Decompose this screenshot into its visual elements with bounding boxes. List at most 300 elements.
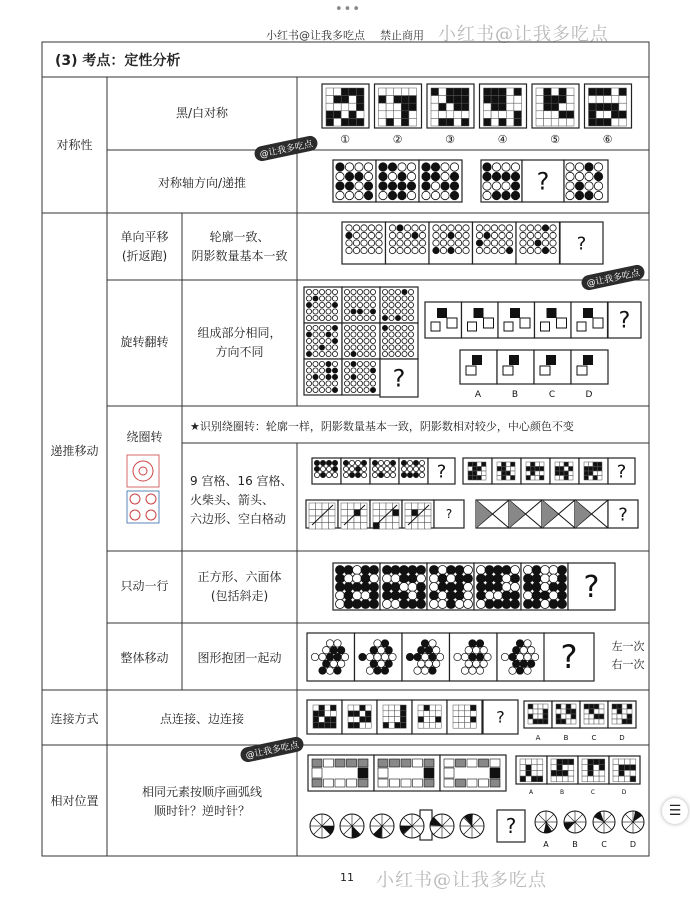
grid-cell (617, 714, 622, 719)
grid-dot (575, 182, 583, 190)
grid-cell (365, 722, 371, 728)
grid-dot (408, 566, 417, 575)
grid-dot (476, 240, 482, 246)
grid-dot (306, 332, 311, 337)
hex-dot (425, 647, 432, 654)
grid-cell (526, 776, 532, 782)
grid-cell (569, 476, 574, 481)
grid-dot (357, 325, 362, 330)
hex-dot (326, 640, 333, 647)
ring-cell (467, 759, 477, 767)
grid-dot (431, 191, 439, 199)
grid-cell (326, 103, 334, 111)
grid-cell (598, 462, 603, 467)
hex-dot (334, 667, 341, 674)
grid-dot (376, 247, 382, 253)
grid-cell (562, 765, 568, 771)
grid-cell (582, 759, 588, 765)
grid-dot (332, 338, 337, 343)
grid-cell (473, 462, 478, 467)
grid-dot (400, 600, 409, 609)
row-whole-desc: 图形抱团一起动 (197, 651, 282, 665)
grid-cell (593, 776, 599, 782)
grid-cell (589, 719, 594, 724)
grid-dot (382, 332, 387, 337)
grid-dot (395, 332, 400, 337)
grid-cell (555, 471, 560, 476)
grid-cell (566, 96, 574, 104)
grid-dot (364, 191, 372, 199)
grid-dot (389, 351, 394, 356)
hex-dot (359, 653, 366, 660)
grid-cell (395, 717, 401, 723)
grid-cell (627, 709, 632, 714)
grid-dot (433, 240, 439, 246)
grid-cell (526, 467, 531, 472)
grid-cell (564, 471, 569, 476)
grid-dot (464, 574, 473, 583)
grid-dot (483, 172, 491, 180)
grid-dot (344, 325, 349, 330)
grid-dot (492, 182, 500, 190)
grid-cell (613, 765, 619, 771)
grid-dot (511, 574, 520, 583)
grid-dot (320, 472, 325, 477)
grid-dot (485, 574, 494, 583)
ring-cell (490, 759, 500, 767)
grid-dot (395, 351, 400, 356)
grid-cell (531, 476, 536, 481)
grid-dot (357, 368, 362, 373)
grid-dot (364, 163, 372, 171)
shape-block (520, 318, 530, 328)
grid-dot (407, 472, 412, 477)
grid-cell (356, 103, 364, 111)
grid-cell (491, 96, 499, 104)
grid-dot (313, 332, 318, 337)
grid-cell (470, 711, 476, 717)
grid-cell (473, 467, 478, 472)
hex-dot (528, 660, 535, 667)
grid-dot (326, 345, 331, 350)
hex-dot (520, 660, 527, 667)
grid-cell (439, 118, 447, 126)
grid-dot (524, 583, 533, 592)
grid-dot (477, 591, 486, 600)
grid-dot (506, 247, 512, 253)
grid-cell (535, 462, 540, 467)
grid-dot (494, 574, 503, 583)
hex-dot (326, 667, 333, 674)
grid-cell (506, 103, 514, 111)
grid-dot (332, 351, 337, 356)
grid-dot (408, 591, 417, 600)
grid-dot (400, 574, 409, 583)
grid-cell (566, 88, 574, 96)
hex-dot (338, 647, 345, 654)
grid-dot (332, 302, 337, 307)
grid-cell (383, 705, 389, 711)
grid-cell (630, 770, 636, 776)
grid-dot (326, 472, 331, 477)
shape-block (447, 318, 457, 328)
question-mark: ? (496, 707, 505, 727)
grid-dot (389, 225, 395, 231)
grid-dot (364, 325, 369, 330)
grid-cell (330, 711, 336, 717)
grid-cell (389, 717, 395, 723)
grid-dot (499, 240, 505, 246)
shape-block (484, 318, 494, 328)
grid-cell (373, 510, 380, 517)
grid-dot (502, 566, 511, 575)
grid-dot (336, 163, 344, 171)
grid-cell (594, 714, 599, 719)
grid-dot (332, 387, 337, 392)
grid-cell (543, 719, 548, 724)
hex-dot (513, 660, 520, 667)
grid-cell (556, 704, 561, 709)
hex-dot (323, 660, 330, 667)
grid-cell (569, 467, 574, 472)
grid-dot (506, 232, 512, 238)
hex-dot (414, 653, 421, 660)
grid-cell (348, 510, 355, 517)
grid-dot (413, 472, 418, 477)
grid-cell (354, 717, 360, 723)
grid-cell (584, 714, 589, 719)
row-around: 绕圈转 (126, 430, 163, 444)
grid-cell (394, 118, 402, 126)
grid-dot (382, 325, 387, 330)
grid-cell (622, 719, 627, 724)
ring-cell (358, 779, 368, 787)
hex-dot (421, 640, 428, 647)
grid-dot (524, 600, 533, 609)
grid-cell (514, 88, 522, 96)
grid-dot (343, 472, 348, 477)
grid-cell (604, 103, 612, 111)
grid-dot (400, 591, 409, 600)
grid-cell (484, 88, 492, 96)
grid-cell (341, 96, 349, 104)
grid-cell (380, 510, 387, 517)
grid-dot (370, 332, 375, 337)
grid-dot (542, 247, 548, 253)
grid-dot (485, 591, 494, 600)
grid-dot (357, 296, 362, 301)
grid-dot (306, 361, 311, 366)
grid-dot (395, 289, 400, 294)
grid-dot (455, 247, 461, 253)
grid-cell (360, 711, 366, 717)
grid-dot (332, 466, 337, 471)
grid-cell (551, 118, 559, 126)
grid-cell (604, 111, 612, 119)
grid-dot (326, 361, 331, 366)
grid-dot (549, 600, 558, 609)
grid-dot (382, 302, 387, 307)
grid-cell (544, 96, 552, 104)
grid-dot (541, 600, 550, 609)
grid-cell (619, 765, 625, 771)
grid-dot (364, 368, 369, 373)
grid-dot (351, 309, 356, 314)
grid-cell (329, 523, 336, 530)
ring-cell (390, 779, 400, 787)
grid-dot (408, 302, 413, 307)
grid-dot (491, 240, 497, 246)
grid-cell (309, 510, 316, 517)
grid-cell (589, 118, 597, 126)
ring-cell (378, 768, 388, 778)
grid-dot (344, 302, 349, 307)
grid-cell (544, 118, 552, 126)
ring-cell (413, 759, 423, 767)
grid-dot (364, 309, 369, 314)
grid-cell (533, 709, 538, 714)
grid-dot (346, 225, 352, 231)
grid-cell (599, 714, 604, 719)
grid-dot (407, 466, 412, 471)
grid-cell (528, 714, 533, 719)
grid-cell (393, 523, 400, 530)
grid-cell (588, 765, 594, 771)
hex-dot (429, 640, 436, 647)
question-mark: ? (536, 167, 550, 196)
grid-cell (394, 111, 402, 119)
grid-cell (309, 516, 316, 523)
grid-dot (383, 600, 392, 609)
grid-cell (309, 523, 316, 530)
grid-cell (584, 476, 589, 481)
grid-dot (535, 232, 541, 238)
grid-dot (306, 345, 311, 350)
grid-dot (326, 368, 331, 373)
grid-cell (502, 471, 507, 476)
grid-dot (408, 345, 413, 350)
grid-dot (550, 247, 556, 253)
grid-cell (589, 704, 594, 709)
grid-dot (430, 574, 439, 583)
grid-dot (450, 172, 458, 180)
grid-dot (455, 232, 461, 238)
row-connect: 点连接、边连接 (159, 712, 244, 726)
shape-block (541, 322, 550, 331)
grid-dot (364, 289, 369, 294)
hex-dot (531, 653, 538, 660)
grid-cell (619, 770, 625, 776)
ring-cell (444, 759, 454, 767)
ring-cell (401, 779, 411, 787)
grid-dot (520, 232, 526, 238)
hex-dot (465, 647, 472, 654)
grid-dot (332, 289, 337, 294)
grid-cell (482, 476, 487, 481)
grid-cell (435, 711, 441, 717)
grid-cell (425, 516, 432, 523)
grid-dot (344, 381, 349, 386)
grid-cell (624, 765, 630, 771)
grid-dot (407, 163, 415, 171)
grid-dot (361, 247, 367, 253)
grid-cell (599, 709, 604, 714)
grid-dot (357, 338, 362, 343)
grid-dot (402, 289, 407, 294)
grid-dot (361, 591, 370, 600)
grid-cell (468, 467, 473, 472)
grid-dot (353, 566, 362, 575)
grid-dot (463, 232, 469, 238)
grid-dot (361, 460, 366, 465)
grid-dot (349, 466, 354, 471)
grid-dot (532, 583, 541, 592)
grid-cell (613, 759, 619, 765)
grid-dot (361, 566, 370, 575)
grid-dot (558, 566, 567, 575)
grid-dot (370, 566, 379, 575)
figure-label: ⑤ (550, 133, 560, 146)
grid-dot (332, 374, 337, 379)
grid-cell (533, 719, 538, 724)
sticker-1: @让我多吃点 (253, 135, 319, 163)
grid-dot (379, 182, 387, 190)
ring-cell (335, 759, 345, 767)
grid-dot (388, 191, 396, 199)
grid-dot (390, 472, 395, 477)
grid-cell (465, 722, 471, 728)
grid-dot (370, 289, 375, 294)
grid-dot (463, 247, 469, 253)
grid-dot (438, 591, 447, 600)
ring-cell (467, 779, 477, 787)
grid-dot (594, 163, 602, 171)
side-menu-button[interactable]: ☰ (662, 798, 688, 824)
grid-cell (361, 510, 368, 517)
grid-dot (419, 232, 425, 238)
grid-cell (584, 719, 589, 724)
hex-dot (381, 640, 388, 647)
grid-cell (356, 96, 364, 104)
grid-dot (491, 247, 497, 253)
grid-cell (497, 471, 502, 476)
grid-cell (439, 96, 447, 104)
grid-cell (599, 765, 605, 771)
grid-dot (494, 591, 503, 600)
grid-dot (520, 247, 526, 253)
grid-dot (397, 247, 403, 253)
grid-dot (408, 351, 413, 356)
page-number: 11 (340, 871, 354, 884)
grid-cell (611, 118, 619, 126)
grid-dot (511, 163, 519, 171)
grid-dot (313, 315, 318, 320)
grid-cell (386, 503, 393, 510)
grid-cell (594, 704, 599, 709)
grid-dot (492, 163, 500, 171)
grid-cell (319, 705, 325, 711)
grid-cell (531, 759, 537, 765)
grid-cell (361, 516, 368, 523)
grid-dot (389, 289, 394, 294)
grid-dot (499, 225, 505, 231)
grid-cell (526, 471, 531, 476)
grid-cell (568, 776, 574, 782)
grid-dot (502, 191, 510, 199)
grid-cell (386, 516, 393, 523)
grid-cell (596, 111, 604, 119)
grid-cell (425, 510, 432, 517)
grid-cell (491, 111, 499, 119)
grid-cell (531, 471, 536, 476)
grid-dot (370, 302, 375, 307)
grid-dot (353, 240, 359, 246)
hex-dot (469, 653, 476, 660)
grid-cell (555, 467, 560, 472)
grid-cell (551, 770, 557, 776)
grid-cell (571, 704, 576, 709)
grid-cell (594, 709, 599, 714)
grid-dot (401, 466, 406, 471)
grid-dot (344, 387, 349, 392)
grid-dot (355, 163, 363, 171)
grid-dot (455, 600, 464, 609)
grid-cell (418, 722, 424, 728)
shape-block (583, 308, 593, 318)
grid-dot (370, 591, 379, 600)
hex-dot (524, 667, 531, 674)
grid-cell (617, 704, 622, 709)
grid-dot (412, 232, 418, 238)
grid-dot (390, 460, 395, 465)
ring-cell (358, 768, 368, 778)
grid-cell (598, 471, 603, 476)
hex-dot (454, 653, 461, 660)
grid-dot (464, 591, 473, 600)
grid-dot (542, 240, 548, 246)
grid-cell (401, 88, 409, 96)
grid-dot (313, 361, 318, 366)
grid-dot (484, 225, 490, 231)
grid-dot (306, 296, 311, 301)
grid-dot (361, 225, 367, 231)
grid-cell (531, 765, 537, 771)
grid-cell (326, 118, 334, 126)
grid-cell (430, 722, 436, 728)
grid-dot (524, 566, 533, 575)
hex-dot (374, 653, 381, 660)
header-notice: 禁止商用 (380, 29, 424, 42)
grid-dot (502, 600, 511, 609)
grid-cell (465, 711, 471, 717)
figure-label: ① (340, 133, 350, 146)
grid-cell (584, 462, 589, 467)
grid-cell (520, 765, 526, 771)
hex-dot (330, 647, 337, 654)
grid-cell (431, 103, 439, 111)
grid-dot (450, 191, 458, 199)
grid-dot (353, 583, 362, 592)
hex-dot (378, 647, 385, 654)
grid-dot (326, 325, 331, 330)
grid-cell (593, 467, 598, 472)
grid-cell (379, 111, 387, 119)
grid-cell (502, 467, 507, 472)
grid-cell (559, 118, 567, 126)
row-whole: 整体移动 (120, 651, 169, 665)
grid-dot (402, 296, 407, 301)
grid-cell (341, 510, 348, 517)
